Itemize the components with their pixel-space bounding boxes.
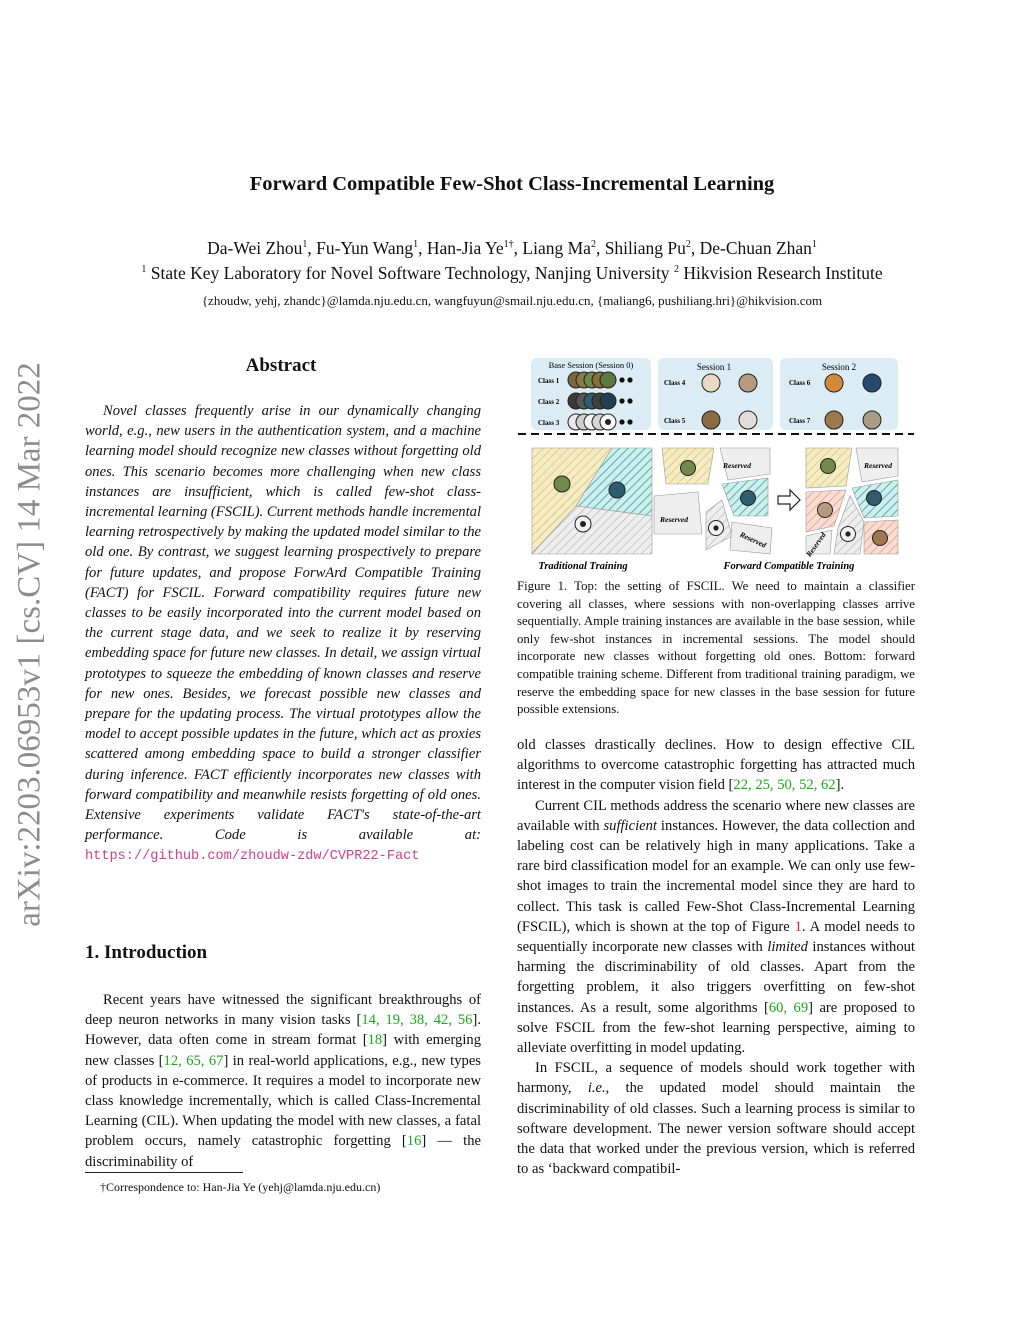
citation[interactable]: 22, 25, 50, 52, 62	[733, 777, 836, 794]
abstract-heading: Abstract	[245, 355, 317, 376]
author-list: Da-Wei Zhou$^1$, Fu-Yun Wang$^1$, Han-Jia $Ye^{1\dagger}$, Liang Ma$^2$, Shiliang Pu$^2$, De-Chuan Zhan$^1$	[207, 238, 817, 258]
svg-text:Class 1: Class 1	[538, 377, 560, 385]
forward-training-result	[804, 448, 898, 559]
code-link[interactable]: https://github.com/zhoudw-zdw/CVPR22-Fact	[85, 849, 420, 865]
paragraph: old classes drastically declines. How to design effective CIL algorithms to overcome catastrophic forgetting has attracted much interest in the computer vision field [22, 25, 50, 52, 62].	[517, 737, 915, 794]
figure-caption: Figure 1. Top: the setting of FSCIL. We need to maintain a classifier covering all classes, where sessions with non-overlapping classes arrive sequentially. Ample training instances are available in the base session, while only few-shot instances in incremental sessions. The model should incorporate new classes without forgetting old ones. Bottom: forward compatible training scheme. Different from traditional training paradigm, we reserve the embedding space for new classes in the base session for future possible extensions.	[517, 579, 915, 717]
author: Han-Jia Ye	[426, 238, 504, 258]
affiliations: $^1$ State Key Laboratory for Novel Software Technology, Nanjing University $^2$ Hikvision Research Institute	[141, 263, 883, 283]
citation[interactable]: 18	[367, 1032, 383, 1049]
traditional-training-label: Traditional Training	[538, 561, 628, 572]
author: De-Chuan Zhan	[699, 238, 812, 258]
figure-1	[516, 356, 916, 574]
paper-title: Forward Compatible Few-Shot Class-Incremental Learning	[249, 173, 775, 195]
reserved-label: Reserved	[864, 461, 892, 470]
citation[interactable]: 12, 65, 67	[163, 1052, 224, 1069]
arrow-icon	[778, 490, 800, 510]
reserved-label: Reserved	[804, 530, 828, 559]
paragraph: In FSCIL, a sequence of models should work together with harmony, i.e., the updated model should maintain the discriminability of old classes. Such a learning process is similar to software development. The newer version software should accept the data that worked under the previous version, which is referred to as ‘backward compatibil-	[517, 1060, 915, 1178]
session-2-label: Session 2	[821, 362, 857, 372]
footnote: †Correspondence to: Han-Jia Ye (yehj@lamda.nju.edu.cn)	[100, 1180, 381, 1194]
author: Shiliang Pu	[604, 238, 686, 258]
reserved-label: Reserved	[660, 515, 688, 524]
author: Fu-Yun Wang	[316, 238, 414, 258]
figure-ref[interactable]: 1	[794, 918, 802, 935]
svg-text:Class 6: Class 6	[789, 379, 811, 387]
svg-text:Class 3: Class 3	[538, 419, 560, 427]
traditional-training-panel	[532, 448, 652, 554]
abstract-body: Novel classes frequently arise in our dynamically changing world, e.g., new users in the authentication system, and a machine learning model should recognize new classes without forgetting old ones. This scenario becomes more challenging when new class instances are insufficient, which is called few-shot class-incremental learning (FSCIL). Current methods handle incremental learning retrospectively by making the updated model similar to the old one. By contrast, we suggest learning prospectively to prepare for future updates, and propose ForwArd Compatible Training (FACT) for FSCIL. Forward compatibility requires future new classes to be easily incorporated into the current model based on the current stage data, and we seek to realize it by reserving embedding space for future new classes. In detail, we assign virtual prototypes to squeeze the embedding of known classes and reserve for new ones. Besides, we forecast possible new classes and prepare for the updating process. The virtual prototypes allow the model to accept possible updates in the future, which act as proxies scattered among embedding space to build a stronger classifier during inference. FACT efficiently incorporates new classes with forward compatibility and meanwhile resists forgetting of old ones. Extensive experiments validate FACT's state-of-the-art performance. Code is available at: https://github.com/zhoudw-zdw/CVPR22-Fact	[85, 403, 481, 865]
citation[interactable]: 14, 19, 38, 42, 56	[361, 1012, 473, 1029]
svg-text:Class 5: Class 5	[664, 417, 686, 425]
arxiv-stamp: arXiv:2203.06953v1 [cs.CV] 14 Mar 2022	[11, 362, 48, 927]
section-heading-introduction: 1. Introduction	[85, 942, 208, 963]
author-emails: {zhoudw, yehj, zhandc}@lamda.nju.edu.cn, wangfuyun@smail.nju.edu.cn, {maliang6, pushiliang.hri}@hikvision.com	[201, 293, 823, 308]
citation[interactable]: 16	[406, 1133, 422, 1150]
base-session-label: Base Session (Session 0)	[548, 360, 634, 370]
right-column-text	[517, 735, 915, 1179]
reserved-label: Reserved	[723, 461, 751, 470]
citation[interactable]: 60, 69	[768, 999, 809, 1016]
footnote-rule	[85, 1172, 243, 1173]
fscil-diagram	[516, 356, 916, 574]
paragraph: Current CIL methods address the scenario where new classes are available with sufficient instances. However, the data collection and labeling cost can be relatively high in many applications. Take a rare bird classification model for an example. We can only use few-shot images to train the incremental model since they are hard to collect. This task is called Few-Shot Class-Incremental Learning (FSCIL), which is shown at the top of Figure 1. A model needs to sequentially incorporate new classes with limited instances without harming the discriminability of old classes. Apart from the forgetting problem, it also triggers overfitting on few-shot instances. As a result, some algorithms [60, 69] are proposed to solve FSCIL from the few-shot learning perspective, aiming to alleviate overfitting in model updating.	[517, 797, 915, 1057]
svg-text:Class 7: Class 7	[789, 417, 811, 425]
forward-training-label: Forward Compatible Training	[723, 561, 855, 572]
author: Da-Wei Zhou	[207, 238, 303, 258]
session-1-label: Session 1	[696, 362, 732, 372]
reserved-label: Reserved	[738, 529, 768, 550]
author: Liang Ma	[522, 238, 591, 258]
svg-text:Class 4: Class 4	[664, 379, 686, 387]
intro-paragraph: Recent years have witnessed the significant breakthroughs of deep neuron networks in many vision tasks [14, 19, 38, 42, 56]. However, data often come in stream format [18] with emerging new classes [12, 65, 67] in real-world applications, e.g., new types of products in e-commerce. It requires a model to incorporate new class knowledge incrementally, which is called Class-Incremental Learning (CIL). When updating the model with new classes, a fatal problem occurs, namely catastrophic forgetting [16] — the discriminability of	[85, 992, 481, 1170]
svg-text:Class 2: Class 2	[538, 398, 560, 406]
forward-training-pieces	[654, 448, 772, 554]
